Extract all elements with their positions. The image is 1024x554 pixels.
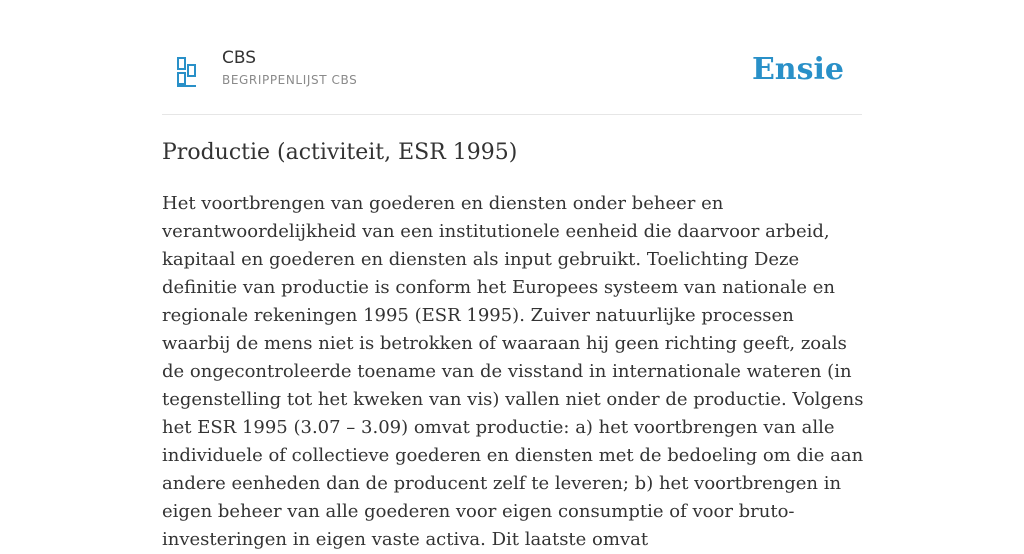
ensie-home-link[interactable]: Ensie (751, 52, 844, 87)
page-title: Productie (activiteit, ESR 1995) (162, 140, 518, 165)
brand (222, 47, 357, 87)
brand-subtitle[interactable]: BEGRIPPENLIJST CBS (222, 73, 358, 87)
header (162, 40, 862, 115)
cbs-logo-icon[interactable] (176, 56, 198, 88)
brand-name[interactable]: CBS (222, 48, 257, 68)
definition-text: Het voortbrengen van goederen en diensten onder beheer en verantwoordelijkheid van een institutionele eenheid die daarvoor arbeid, kapitaal en goederen en diensten als input gebruikt. Toelichting Deze definitie van productie is conform het Europees systeem van nationale en regionale rekeningen 1995 (ESR 1995). Zuiver natuurlijke processen waarbij de mens niet is betrokken of waaraan hij geen richting geeft, zoals de ongecontroleerde toename van de visstand in internationale wateren (in tegenstelling tot het kweken van vis) vallen niet onder de productie. Volgens het ESR 1995 (3.07 – 3.09) omvat productie: a) het voortbrengen van alle individuele of collectieve goederen en diensten met de bedoeling om die aan andere eenheden dan de producent zelf te leveren; b) het voortbrengen in eigen beheer van alle goederen voor eigen consumptie of voor bruto-investeringen in eigen vaste activa. Dit laatste omvat (162, 193, 864, 550)
